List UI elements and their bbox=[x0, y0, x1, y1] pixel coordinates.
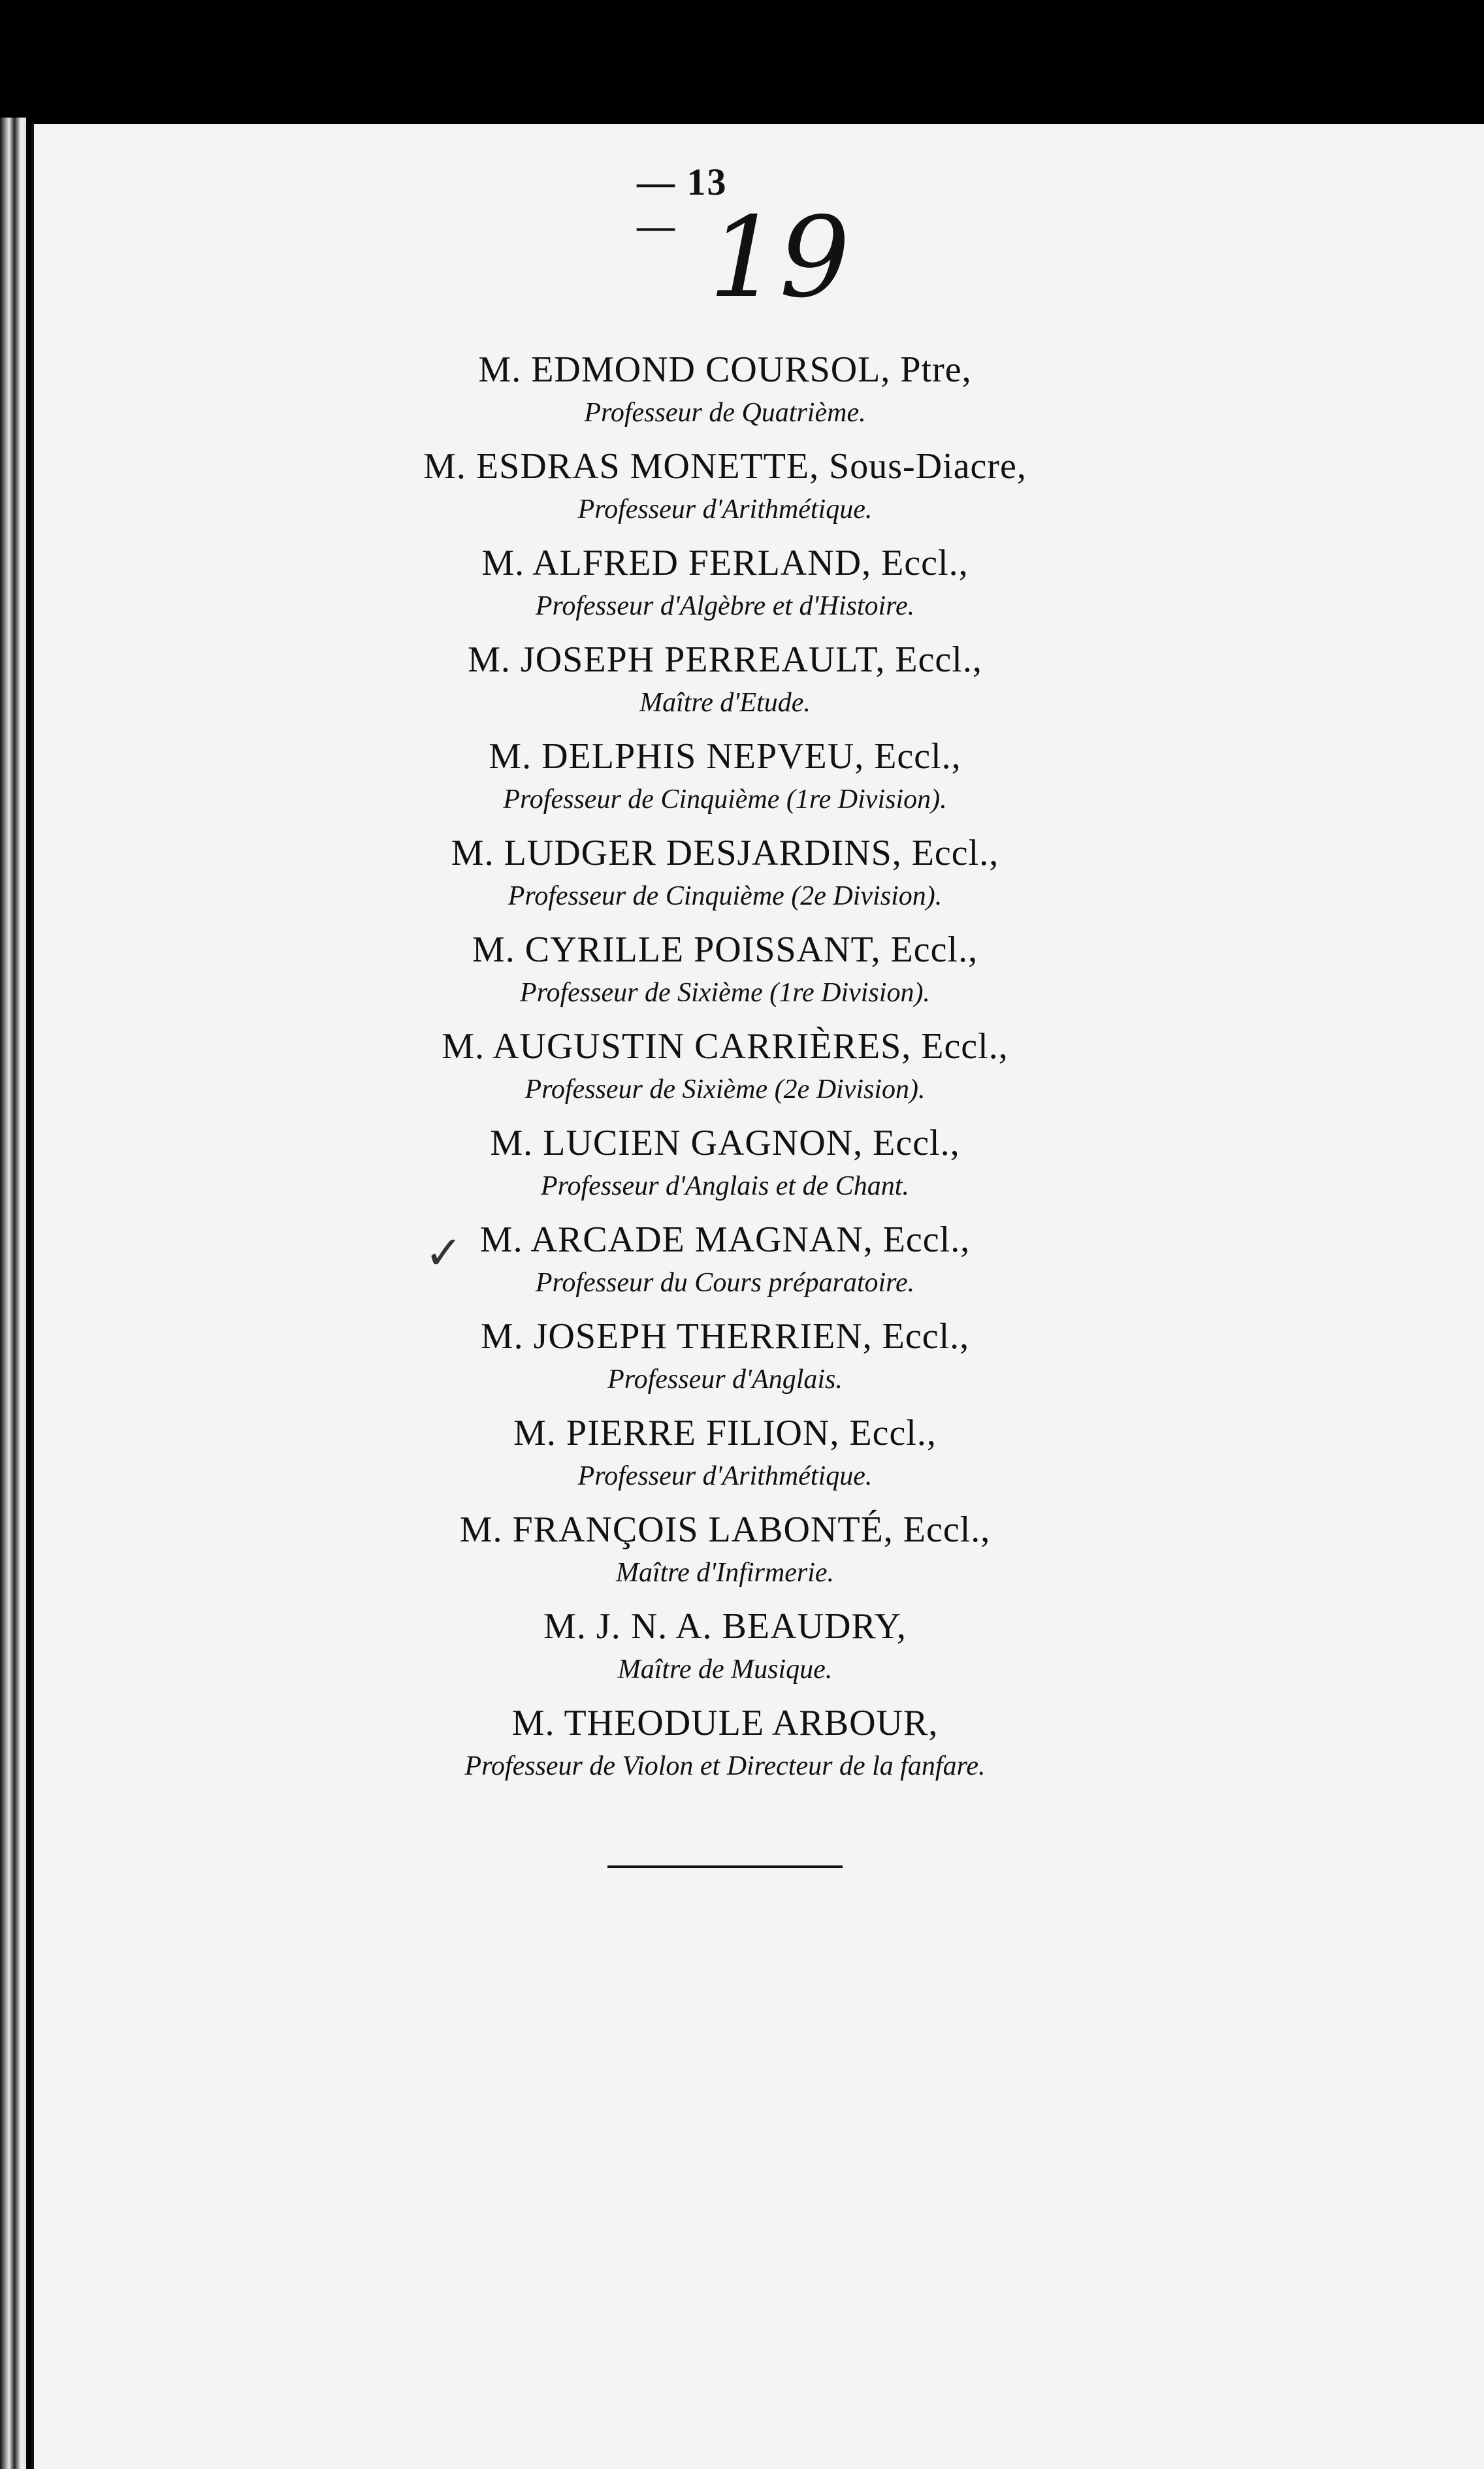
staff-title: Professeur de Sixième (2e Division). bbox=[524, 1074, 926, 1105]
staff-entry bbox=[366, 1700, 1084, 1796]
staff-entry bbox=[366, 1216, 1084, 1313]
staff-entry bbox=[366, 443, 1084, 540]
staff-name: M. JOSEPH PERREAULT, Eccl., bbox=[468, 639, 982, 680]
staff-name: M. J. N. A. BEAUDRY, bbox=[543, 1606, 907, 1647]
staff-title: Professeur d'Arithmétique. bbox=[577, 1461, 873, 1491]
staff-entry bbox=[366, 1506, 1084, 1603]
staff-title: Professeur d'Anglais et de Chant. bbox=[541, 1171, 909, 1201]
staff-entry bbox=[366, 1023, 1084, 1120]
staff-title: Professeur d'Arithmétique. bbox=[577, 494, 873, 524]
staff-title: Professeur de Cinquième (1re Division). bbox=[503, 784, 947, 815]
staff-name: M. ALFRED FERLAND, Eccl., bbox=[481, 543, 969, 583]
staff-name: M. AUGUSTIN CARRIÈRES, Eccl., bbox=[442, 1026, 1008, 1067]
staff-title: Maître d'Infirmerie. bbox=[615, 1558, 835, 1588]
staff-title: Maître de Musique. bbox=[617, 1654, 833, 1685]
staff-entry bbox=[366, 926, 1084, 1023]
staff-title: Professeur d'Anglais. bbox=[607, 1364, 843, 1395]
staff-entry bbox=[366, 636, 1084, 733]
staff-entry bbox=[366, 1603, 1084, 1700]
staff-name: M. DELPHIS NEPVEU, Eccl., bbox=[489, 736, 961, 777]
staff-name: M. LUDGER DESJARDINS, Eccl., bbox=[451, 833, 999, 873]
page-number: — 13 — bbox=[637, 161, 728, 247]
staff-entry bbox=[366, 1313, 1084, 1410]
staff-title: Professeur d'Algèbre et d'Histoire. bbox=[535, 591, 915, 621]
staff-name: M. JOSEPH THERRIEN, Eccl., bbox=[480, 1316, 970, 1357]
staff-name: M. ESDRAS MONETTE, Sous-Diacre, bbox=[423, 446, 1027, 487]
staff-list bbox=[366, 346, 1084, 1796]
staff-name: M. EDMOND COURSOL, Ptre, bbox=[478, 349, 972, 390]
staff-entry bbox=[366, 733, 1084, 830]
staff-name: M. ARCADE MAGNAN, Eccl., bbox=[479, 1219, 971, 1260]
staff-name: M. FRANÇOIS LABONTÉ, Eccl., bbox=[459, 1509, 991, 1550]
staff-name: M. LUCIEN GAGNON, Eccl., bbox=[490, 1123, 960, 1163]
staff-name: M. CYRILLE POISSANT, Eccl., bbox=[472, 929, 978, 970]
staff-entry bbox=[366, 830, 1084, 926]
staff-title: Maître d'Etude. bbox=[639, 688, 811, 718]
closing-rule bbox=[607, 1865, 843, 1868]
staff-title: Professeur de Sixième (1re Division). bbox=[520, 978, 930, 1008]
staff-title: Professeur de Cinquième (2e Division). bbox=[508, 881, 943, 911]
staff-entry bbox=[366, 346, 1084, 443]
handwritten-checkmark: ✓ bbox=[425, 1229, 463, 1279]
staff-name: M. PIERRE FILION, Eccl., bbox=[513, 1413, 937, 1453]
staff-entry bbox=[366, 540, 1084, 636]
page-binding-edge bbox=[0, 118, 26, 2469]
staff-title: Professeur de Violon et Directeur de la fanfare. bbox=[464, 1751, 986, 1781]
staff-title: Professeur de Quatrième. bbox=[584, 398, 866, 428]
handwritten-page-number: 19 bbox=[709, 193, 850, 323]
staff-name: M. THEODULE ARBOUR, bbox=[511, 1703, 939, 1743]
staff-title: Professeur du Cours préparatoire. bbox=[535, 1268, 915, 1298]
staff-entry bbox=[366, 1120, 1084, 1216]
staff-entry bbox=[366, 1410, 1084, 1506]
